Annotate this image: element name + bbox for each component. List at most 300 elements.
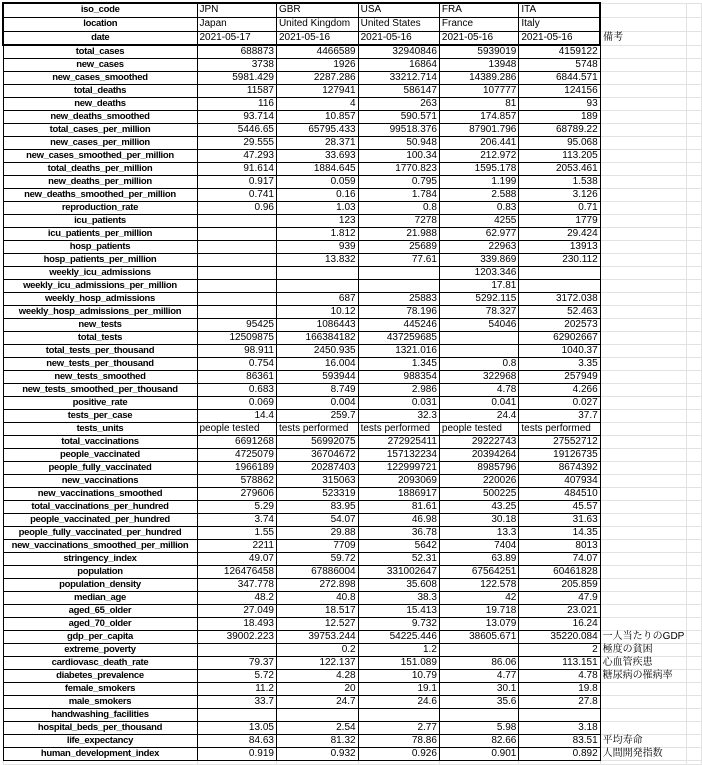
data-cell[interactable]	[519, 280, 600, 293]
data-cell[interactable]: 10.79	[358, 670, 439, 683]
grid-cell[interactable]	[687, 527, 702, 540]
note-cell[interactable]	[600, 267, 687, 280]
note-cell[interactable]	[600, 241, 687, 254]
data-cell[interactable]: 10.857	[276, 111, 358, 124]
row-label-cell[interactable]: total_cases_per_million	[3, 124, 197, 137]
note-cell[interactable]: 備考	[600, 31, 687, 45]
data-cell[interactable]: 78.196	[358, 306, 439, 319]
row-label-cell[interactable]: total_tests	[3, 332, 197, 345]
row-label-cell[interactable]: population_density	[3, 579, 197, 592]
data-cell[interactable]: 35.6	[439, 696, 518, 709]
row-label-cell[interactable]: new_cases_smoothed	[3, 72, 197, 85]
data-cell[interactable]: 988354	[358, 371, 439, 384]
data-cell[interactable]: 5292.115	[439, 293, 518, 306]
data-cell[interactable]: 18.493	[197, 618, 276, 631]
grid-cell[interactable]	[687, 3, 702, 17]
data-cell[interactable]: 2211	[197, 540, 276, 553]
grid-cell[interactable]	[687, 475, 702, 488]
data-cell[interactable]: United Kingdom	[276, 17, 358, 31]
data-cell[interactable]	[439, 709, 518, 722]
data-cell[interactable]: 78.86	[358, 735, 439, 748]
data-cell[interactable]: 688873	[197, 45, 276, 59]
data-cell[interactable]: 31.63	[519, 514, 600, 527]
data-cell[interactable]: 4159122	[519, 45, 600, 59]
note-cell[interactable]	[600, 462, 687, 475]
data-cell[interactable]: 151.089	[358, 657, 439, 670]
row-label-cell[interactable]: life_expectancy	[3, 735, 197, 748]
data-cell[interactable]: 65795.433	[276, 124, 358, 137]
note-cell[interactable]	[600, 683, 687, 696]
note-cell[interactable]	[600, 696, 687, 709]
note-cell[interactable]	[600, 501, 687, 514]
note-cell[interactable]	[600, 17, 687, 31]
data-cell[interactable]: 1.199	[439, 176, 518, 189]
note-cell[interactable]	[600, 709, 687, 722]
data-cell[interactable]: JPN	[197, 3, 276, 17]
grid-cell[interactable]	[687, 358, 702, 371]
data-cell[interactable]: 15.413	[358, 605, 439, 618]
grid-cell[interactable]	[687, 696, 702, 709]
data-cell[interactable]: 86361	[197, 371, 276, 384]
data-cell[interactable]: 593944	[276, 371, 358, 384]
data-cell[interactable]: 4.77	[439, 670, 518, 683]
data-cell[interactable]: 1.55	[197, 527, 276, 540]
data-cell[interactable]: USA	[358, 3, 439, 17]
data-cell[interactable]: 100.34	[358, 150, 439, 163]
row-label-cell[interactable]: iso_code	[3, 3, 197, 17]
data-cell[interactable]	[197, 709, 276, 722]
note-cell[interactable]	[600, 45, 687, 59]
grid-cell[interactable]	[687, 17, 702, 31]
note-cell[interactable]	[600, 98, 687, 111]
data-cell[interactable]: 174.857	[439, 111, 518, 124]
row-label-cell[interactable]: tests_per_case	[3, 410, 197, 423]
data-cell[interactable]	[519, 709, 600, 722]
data-cell[interactable]: 11.2	[197, 683, 276, 696]
note-cell[interactable]	[600, 358, 687, 371]
note-cell[interactable]	[600, 397, 687, 410]
data-cell[interactable]: 38.3	[358, 592, 439, 605]
row-label-cell[interactable]: people_fully_vaccinated_per_hundred	[3, 527, 197, 540]
grid-cell[interactable]	[687, 345, 702, 358]
data-cell[interactable]: 0.83	[439, 202, 518, 215]
note-cell[interactable]	[600, 85, 687, 98]
note-cell[interactable]: 心血管疾患	[600, 657, 687, 670]
grid-cell[interactable]	[687, 332, 702, 345]
row-label-cell[interactable]: new_deaths_per_million	[3, 176, 197, 189]
data-cell[interactable]: 14.4	[197, 410, 276, 423]
data-cell[interactable]: 122999721	[358, 462, 439, 475]
data-cell[interactable]: 19.8	[519, 683, 600, 696]
data-cell[interactable]: 27.049	[197, 605, 276, 618]
note-cell[interactable]: 糖尿病の罹病率	[600, 670, 687, 683]
data-cell[interactable]: 33.7	[197, 696, 276, 709]
note-cell[interactable]	[600, 488, 687, 501]
note-cell[interactable]	[600, 176, 687, 189]
data-cell[interactable]: 122.578	[439, 579, 518, 592]
note-cell[interactable]	[600, 137, 687, 150]
data-cell[interactable]: 257949	[519, 371, 600, 384]
row-label-cell[interactable]: icu_patients_per_million	[3, 228, 197, 241]
data-cell[interactable]: 5.98	[439, 722, 518, 735]
data-cell[interactable]: 13.3	[439, 527, 518, 540]
data-cell[interactable]: 8.749	[276, 384, 358, 397]
note-cell[interactable]	[600, 254, 687, 267]
data-cell[interactable]: 205.859	[519, 579, 600, 592]
note-cell[interactable]	[600, 384, 687, 397]
data-cell[interactable]: 3.126	[519, 189, 600, 202]
data-cell[interactable]: 52.31	[358, 553, 439, 566]
data-cell[interactable]: Japan	[197, 17, 276, 31]
row-label-cell[interactable]: people_vaccinated	[3, 449, 197, 462]
data-cell[interactable]: 23.021	[519, 605, 600, 618]
grid-cell[interactable]	[687, 124, 702, 137]
data-cell[interactable]: 2021-05-16	[358, 31, 439, 45]
data-cell[interactable]: 4255	[439, 215, 518, 228]
data-cell[interactable]: 2450.935	[276, 345, 358, 358]
data-cell[interactable]: 33.693	[276, 150, 358, 163]
grid-cell[interactable]	[687, 644, 702, 657]
data-cell[interactable]: 0.8	[358, 202, 439, 215]
row-label-cell[interactable]: new_tests_per_thousand	[3, 358, 197, 371]
data-cell[interactable]: ITA	[519, 3, 600, 17]
data-cell[interactable]: 1884.645	[276, 163, 358, 176]
data-cell[interactable]: 63.89	[439, 553, 518, 566]
grid-cell[interactable]	[687, 540, 702, 553]
row-label-cell[interactable]: hosp_patients_per_million	[3, 254, 197, 267]
data-cell[interactable]: 2.54	[276, 722, 358, 735]
row-label-cell[interactable]: total_vaccinations	[3, 436, 197, 449]
data-cell[interactable]: 18.517	[276, 605, 358, 618]
data-cell[interactable]: 60461828	[519, 566, 600, 579]
data-cell[interactable]: 315063	[276, 475, 358, 488]
data-cell[interactable]: 39753.244	[276, 631, 358, 644]
data-cell[interactable]: 12509875	[197, 332, 276, 345]
note-cell[interactable]: 極度の貧困	[600, 644, 687, 657]
data-cell[interactable]: 86.06	[439, 657, 518, 670]
data-cell[interactable]: 77.61	[358, 254, 439, 267]
note-cell[interactable]	[600, 3, 687, 17]
grid-cell[interactable]	[687, 462, 702, 475]
row-label-cell[interactable]: positive_rate	[3, 397, 197, 410]
grid-cell[interactable]	[687, 436, 702, 449]
data-cell[interactable]: 32940846	[358, 45, 439, 59]
row-label-cell[interactable]: total_vaccinations_per_hundred	[3, 501, 197, 514]
data-cell[interactable]: 1779	[519, 215, 600, 228]
data-cell[interactable]: 20394264	[439, 449, 518, 462]
data-cell[interactable]: 189	[519, 111, 600, 124]
row-label-cell[interactable]: new_cases_per_million	[3, 137, 197, 150]
data-cell[interactable]	[197, 293, 276, 306]
note-cell[interactable]	[600, 605, 687, 618]
data-cell[interactable]: 0.8	[439, 358, 518, 371]
data-cell[interactable]: 38605.671	[439, 631, 518, 644]
data-cell[interactable]: 687	[276, 293, 358, 306]
row-label-cell[interactable]: aged_65_older	[3, 605, 197, 618]
data-cell[interactable]: 16864	[358, 59, 439, 72]
data-cell[interactable]	[358, 267, 439, 280]
row-label-cell[interactable]: weekly_icu_admissions_per_million	[3, 280, 197, 293]
data-cell[interactable]: 0.917	[197, 176, 276, 189]
grid-cell[interactable]	[358, 761, 439, 765]
grid-cell[interactable]	[687, 215, 702, 228]
data-cell[interactable]: 2053.461	[519, 163, 600, 176]
data-cell[interactable]: 0.16	[276, 189, 358, 202]
data-cell[interactable]	[519, 267, 600, 280]
grid-cell[interactable]	[687, 501, 702, 514]
data-cell[interactable]: 484510	[519, 488, 600, 501]
note-cell[interactable]: 一人当たりのGDP	[600, 631, 687, 644]
data-cell[interactable]: 157132234	[358, 449, 439, 462]
data-cell[interactable]: 2	[519, 644, 600, 657]
data-cell[interactable]: 1040.37	[519, 345, 600, 358]
data-cell[interactable]: 1926	[276, 59, 358, 72]
data-cell[interactable]: 56992075	[276, 436, 358, 449]
grid-cell[interactable]	[687, 85, 702, 98]
data-cell[interactable]: 7709	[276, 540, 358, 553]
data-cell[interactable]: 24.4	[439, 410, 518, 423]
data-cell[interactable]: 0.71	[519, 202, 600, 215]
row-label-cell[interactable]: male_smokers	[3, 696, 197, 709]
note-cell[interactable]	[600, 345, 687, 358]
data-cell[interactable]: 46.98	[358, 514, 439, 527]
data-cell[interactable]: 113.205	[519, 150, 600, 163]
data-cell[interactable]: 0.2	[276, 644, 358, 657]
data-cell[interactable]: people tested	[197, 423, 276, 436]
data-cell[interactable]: 1770.823	[358, 163, 439, 176]
data-cell[interactable]: 50.948	[358, 137, 439, 150]
grid-cell[interactable]	[687, 163, 702, 176]
data-cell[interactable]: 1086443	[276, 319, 358, 332]
data-cell[interactable]: 74.07	[519, 553, 600, 566]
data-cell[interactable]	[197, 215, 276, 228]
row-label-cell[interactable]: new_tests	[3, 319, 197, 332]
grid-cell[interactable]	[687, 150, 702, 163]
grid-cell[interactable]	[687, 449, 702, 462]
row-label-cell[interactable]: total_tests_per_thousand	[3, 345, 197, 358]
note-cell[interactable]	[600, 72, 687, 85]
data-cell[interactable]: 4725079	[197, 449, 276, 462]
data-cell[interactable]: Italy	[519, 17, 600, 31]
grid-cell[interactable]	[687, 384, 702, 397]
data-cell[interactable]: 25689	[358, 241, 439, 254]
data-cell[interactable]: 2021-05-16	[439, 31, 518, 45]
data-cell[interactable]: 7278	[358, 215, 439, 228]
data-cell[interactable]: tests performed	[358, 423, 439, 436]
grid-cell[interactable]	[687, 722, 702, 735]
data-cell[interactable]: 40.8	[276, 592, 358, 605]
row-label-cell[interactable]: gdp_per_capita	[3, 631, 197, 644]
data-cell[interactable]: 93	[519, 98, 600, 111]
data-cell[interactable]: 1966189	[197, 462, 276, 475]
data-cell[interactable]: 0.041	[439, 397, 518, 410]
grid-cell[interactable]	[687, 98, 702, 111]
row-label-cell[interactable]: new_tests_smoothed_per_thousand	[3, 384, 197, 397]
data-cell[interactable]: FRA	[439, 3, 518, 17]
data-cell[interactable]: 9.732	[358, 618, 439, 631]
note-cell[interactable]	[600, 228, 687, 241]
data-cell[interactable]: 4.28	[276, 670, 358, 683]
data-cell[interactable]: 10.12	[276, 306, 358, 319]
data-cell[interactable]: 25883	[358, 293, 439, 306]
data-cell[interactable]	[358, 280, 439, 293]
data-cell[interactable]: 49.07	[197, 553, 276, 566]
row-label-cell[interactable]: new_deaths	[3, 98, 197, 111]
data-cell[interactable]: 67564251	[439, 566, 518, 579]
data-cell[interactable]: 39002.223	[197, 631, 276, 644]
row-label-cell[interactable]: total_deaths	[3, 85, 197, 98]
data-cell[interactable]: 42	[439, 592, 518, 605]
row-label-cell[interactable]: people_vaccinated_per_hundred	[3, 514, 197, 527]
data-cell[interactable]: 1.03	[276, 202, 358, 215]
grid-cell[interactable]	[687, 280, 702, 293]
data-cell[interactable]: 339.869	[439, 254, 518, 267]
grid-cell[interactable]	[687, 267, 702, 280]
note-cell[interactable]	[600, 475, 687, 488]
data-cell[interactable]: 590.571	[358, 111, 439, 124]
grid-cell[interactable]	[687, 293, 702, 306]
data-cell[interactable]: 81.32	[276, 735, 358, 748]
data-cell[interactable]: 24.6	[358, 696, 439, 709]
data-cell[interactable]: 14.35	[519, 527, 600, 540]
data-cell[interactable]: 500225	[439, 488, 518, 501]
data-cell[interactable]: 331002647	[358, 566, 439, 579]
note-cell[interactable]	[600, 293, 687, 306]
data-cell[interactable]	[439, 345, 518, 358]
data-cell[interactable]: 116	[197, 98, 276, 111]
data-cell[interactable]: 68789.22	[519, 124, 600, 137]
data-cell[interactable]: 123	[276, 215, 358, 228]
data-cell[interactable]: 1.538	[519, 176, 600, 189]
data-cell[interactable]: 3.74	[197, 514, 276, 527]
data-cell[interactable]: 20	[276, 683, 358, 696]
row-label-cell[interactable]: new_cases	[3, 59, 197, 72]
data-cell[interactable]: 230.112	[519, 254, 600, 267]
note-cell[interactable]	[600, 150, 687, 163]
data-cell[interactable]: 272925411	[358, 436, 439, 449]
data-cell[interactable]: 81.61	[358, 501, 439, 514]
data-cell[interactable]: 113.151	[519, 657, 600, 670]
data-cell[interactable]: 3172.038	[519, 293, 600, 306]
data-cell[interactable]: tests performed	[276, 423, 358, 436]
data-cell[interactable]: 54225.446	[358, 631, 439, 644]
data-cell[interactable]: 202573	[519, 319, 600, 332]
data-cell[interactable]: 93.714	[197, 111, 276, 124]
grid-cell[interactable]	[600, 761, 687, 765]
data-cell[interactable]	[276, 709, 358, 722]
grid-cell[interactable]	[687, 241, 702, 254]
data-cell[interactable]: 2021-05-16	[519, 31, 600, 45]
data-cell[interactable]: 5939019	[439, 45, 518, 59]
data-cell[interactable]: 124156	[519, 85, 600, 98]
note-cell[interactable]	[600, 111, 687, 124]
data-cell[interactable]: 5446.65	[197, 124, 276, 137]
data-cell[interactable]: 87901.796	[439, 124, 518, 137]
data-cell[interactable]: 29222743	[439, 436, 518, 449]
data-cell[interactable]: 43.25	[439, 501, 518, 514]
data-cell[interactable]: 81	[439, 98, 518, 111]
data-cell[interactable]: 32.3	[358, 410, 439, 423]
data-cell[interactable]: 78.327	[439, 306, 518, 319]
data-cell[interactable]: 259.7	[276, 410, 358, 423]
data-cell[interactable]: 445246	[358, 319, 439, 332]
grid-cell[interactable]	[687, 670, 702, 683]
grid-cell[interactable]	[687, 761, 702, 765]
data-cell[interactable]: 0.926	[358, 748, 439, 761]
data-cell[interactable]: 13948	[439, 59, 518, 72]
data-cell[interactable]: 0.919	[197, 748, 276, 761]
data-cell[interactable]	[276, 280, 358, 293]
data-cell[interactable]: 37.7	[519, 410, 600, 423]
data-cell[interactable]: 1321.016	[358, 345, 439, 358]
grid-cell[interactable]	[687, 683, 702, 696]
data-cell[interactable]: 29.88	[276, 527, 358, 540]
data-cell[interactable]: 939	[276, 241, 358, 254]
data-cell[interactable]: 578862	[197, 475, 276, 488]
data-cell[interactable]: 5748	[519, 59, 600, 72]
data-cell[interactable]: GBR	[276, 3, 358, 17]
data-cell[interactable]: 83.51	[519, 735, 600, 748]
note-cell[interactable]	[600, 722, 687, 735]
data-cell[interactable]: 14389.286	[439, 72, 518, 85]
data-cell[interactable]: 0.795	[358, 176, 439, 189]
data-cell[interactable]: 36704672	[276, 449, 358, 462]
data-cell[interactable]: 0.031	[358, 397, 439, 410]
data-cell[interactable]: 47.9	[519, 592, 600, 605]
data-cell[interactable]: 122.137	[276, 657, 358, 670]
note-cell[interactable]	[600, 319, 687, 332]
grid-cell[interactable]	[687, 306, 702, 319]
data-cell[interactable]: 5642	[358, 540, 439, 553]
grid-cell[interactable]	[687, 748, 702, 761]
grid-cell[interactable]	[687, 579, 702, 592]
data-cell[interactable]: 99518.376	[358, 124, 439, 137]
grid-cell[interactable]	[687, 735, 702, 748]
note-cell[interactable]	[600, 124, 687, 137]
note-cell[interactable]	[600, 332, 687, 345]
data-cell[interactable]: 98.911	[197, 345, 276, 358]
data-cell[interactable]: 4.266	[519, 384, 600, 397]
data-cell[interactable]: 54046	[439, 319, 518, 332]
note-cell[interactable]	[600, 553, 687, 566]
data-cell[interactable]: 0.96	[197, 202, 276, 215]
row-label-cell[interactable]: new_cases_smoothed_per_million	[3, 150, 197, 163]
note-cell[interactable]	[600, 449, 687, 462]
data-cell[interactable]: 3.35	[519, 358, 600, 371]
grid-cell[interactable]	[687, 410, 702, 423]
row-label-cell[interactable]: people_fully_vaccinated	[3, 462, 197, 475]
note-cell[interactable]	[600, 540, 687, 553]
data-cell[interactable]: 3.18	[519, 722, 600, 735]
data-cell[interactable]: 0.901	[439, 748, 518, 761]
data-cell[interactable]: 2.77	[358, 722, 439, 735]
data-cell[interactable]: 13913	[519, 241, 600, 254]
note-cell[interactable]	[600, 592, 687, 605]
grid-cell[interactable]	[687, 31, 702, 45]
data-cell[interactable]: 20287403	[276, 462, 358, 475]
data-cell[interactable]: 52.463	[519, 306, 600, 319]
grid-cell[interactable]	[687, 45, 702, 59]
data-cell[interactable]: 95425	[197, 319, 276, 332]
data-cell[interactable]: 45.57	[519, 501, 600, 514]
data-cell[interactable]: 4466589	[276, 45, 358, 59]
data-cell[interactable]: 1595.178	[439, 163, 518, 176]
grid-cell[interactable]	[687, 657, 702, 670]
data-cell[interactable]: 19126735	[519, 449, 600, 462]
data-cell[interactable]: 11587	[197, 85, 276, 98]
data-cell[interactable]: 21.988	[358, 228, 439, 241]
data-cell[interactable]: 1886917	[358, 488, 439, 501]
